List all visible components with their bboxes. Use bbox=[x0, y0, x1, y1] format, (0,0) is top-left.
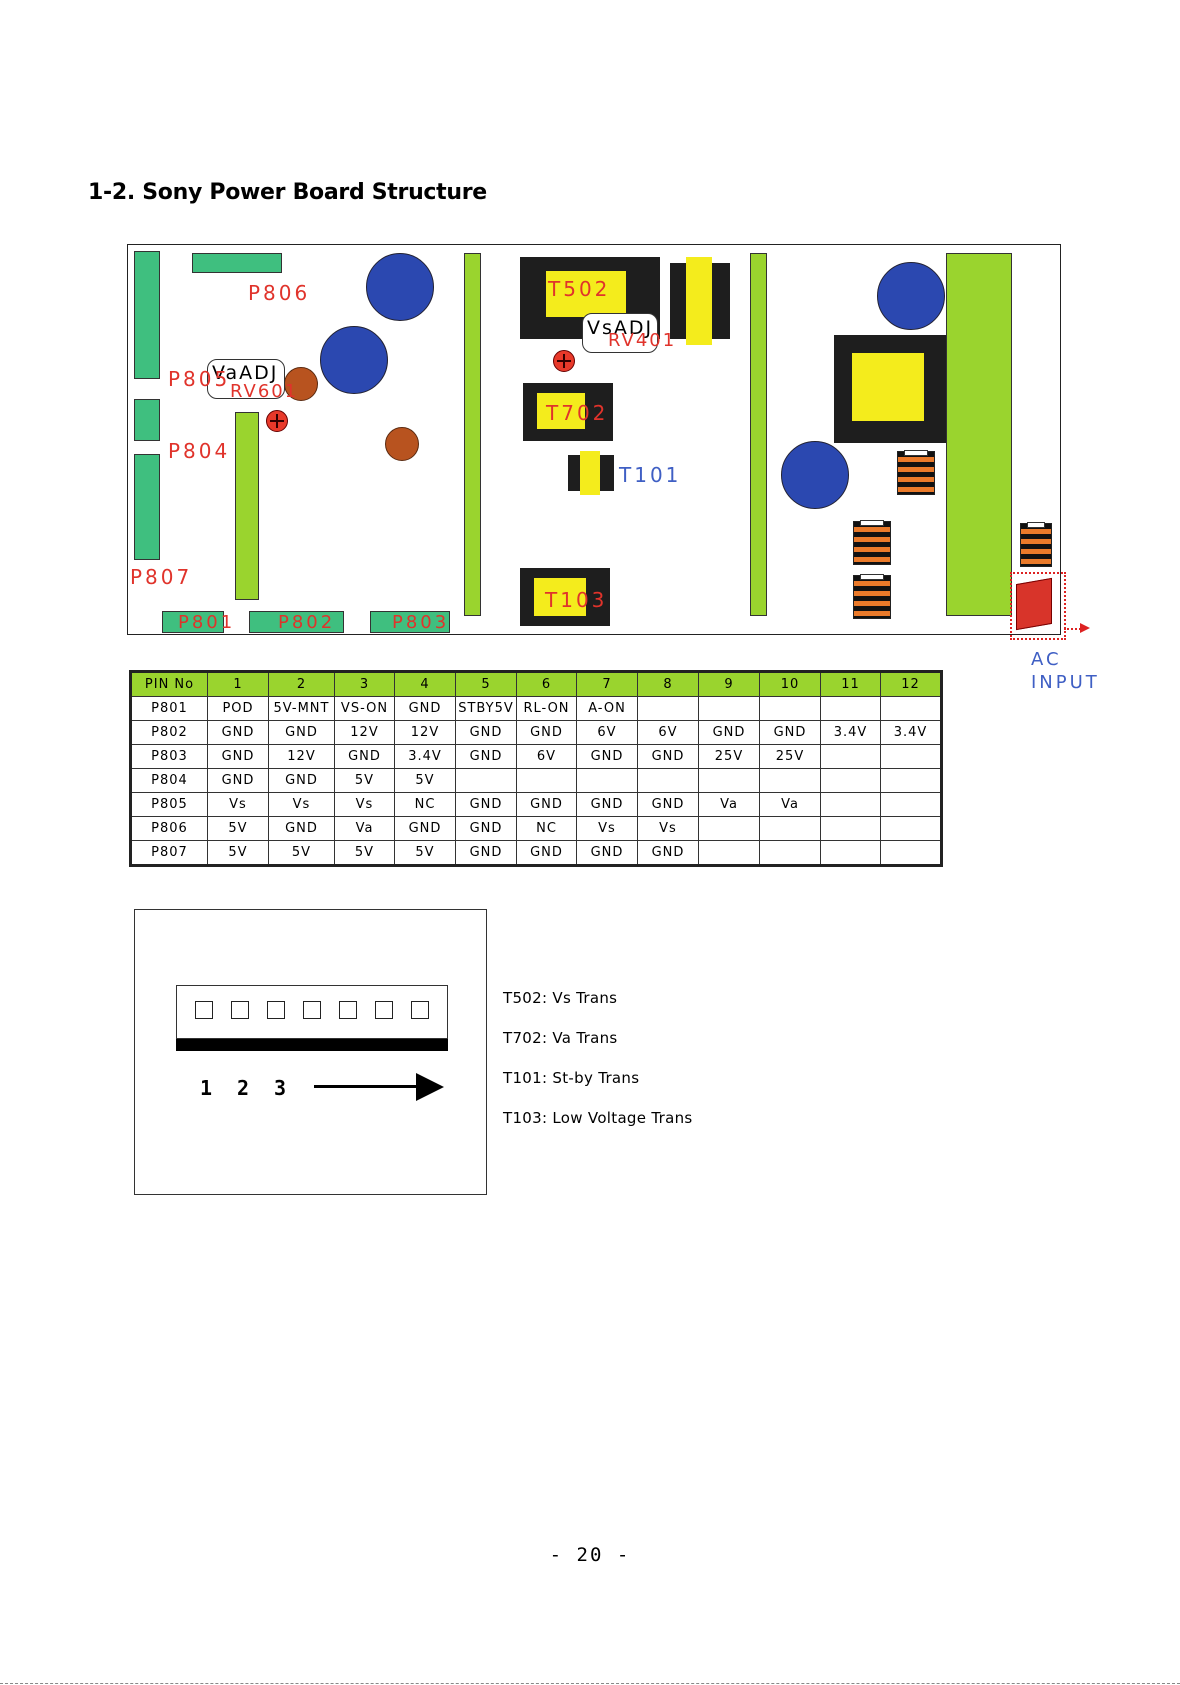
pin-cell bbox=[821, 793, 881, 817]
vs-adj-label: VsADJ bbox=[587, 317, 654, 339]
pin-cell: 25V bbox=[760, 745, 821, 769]
header-cell: 8 bbox=[638, 672, 699, 697]
pin-cell: GND bbox=[638, 745, 699, 769]
pin-cell: 5V bbox=[395, 769, 456, 793]
main-transformer bbox=[834, 335, 946, 443]
transformer bbox=[670, 263, 730, 339]
pin-cell bbox=[577, 769, 638, 793]
pin-cell: 12V bbox=[335, 721, 395, 745]
connector-p806-body bbox=[192, 253, 282, 273]
pin-cell: GND bbox=[456, 817, 517, 841]
page-title: 1-2. Sony Power Board Structure bbox=[88, 180, 487, 205]
capacitor bbox=[320, 326, 388, 394]
adjust-screw-rv601 bbox=[266, 410, 288, 432]
legend-t103: T103: Low Voltage Trans bbox=[503, 1109, 693, 1127]
heatsink-bar bbox=[464, 253, 481, 616]
pin-cell: GND bbox=[208, 769, 269, 793]
pin-cell: Vs bbox=[577, 817, 638, 841]
pin-cell: Va bbox=[699, 793, 760, 817]
pin-cell: 5V bbox=[395, 841, 456, 866]
pin-cell: GND bbox=[269, 721, 335, 745]
connector-pin bbox=[375, 1001, 393, 1019]
pin-cell: GND bbox=[456, 745, 517, 769]
pin-cell: Vs bbox=[208, 793, 269, 817]
pin-table-body bbox=[131, 697, 942, 866]
row-connector-cell: P802 bbox=[131, 721, 208, 745]
heatsink-bar bbox=[235, 412, 259, 600]
pin-cell: 5V bbox=[208, 841, 269, 866]
pin-cell: 6V bbox=[517, 745, 577, 769]
header-cell: 11 bbox=[821, 672, 881, 697]
potentiometer bbox=[385, 427, 419, 461]
label-t103: T103 bbox=[545, 588, 608, 612]
header-cell: 4 bbox=[395, 672, 456, 697]
pin-cell: A-ON bbox=[577, 697, 638, 721]
pin-cell: GND bbox=[395, 697, 456, 721]
label-t101: T101 bbox=[619, 463, 682, 487]
row-connector-cell: P804 bbox=[131, 769, 208, 793]
connector-pin bbox=[339, 1001, 357, 1019]
pin-cell: GND bbox=[577, 841, 638, 866]
pin-cell bbox=[638, 769, 699, 793]
connector-p804-body bbox=[134, 399, 160, 441]
pin-cell: POD bbox=[208, 697, 269, 721]
table-row bbox=[131, 697, 942, 721]
pin-cell: RL-ON bbox=[517, 697, 577, 721]
pin-cell: Vs bbox=[638, 817, 699, 841]
pin-cell: Vs bbox=[269, 793, 335, 817]
pin-cell: GND bbox=[638, 793, 699, 817]
pin-cell: 5V bbox=[208, 817, 269, 841]
pin-cell: 5V bbox=[335, 841, 395, 866]
direction-arrow-line bbox=[314, 1085, 416, 1088]
pin-cell: 3.4V bbox=[821, 721, 881, 745]
table-row bbox=[131, 721, 942, 745]
pin-cell: GND bbox=[577, 793, 638, 817]
pin-cell bbox=[881, 769, 942, 793]
pin-cell bbox=[699, 697, 760, 721]
label-p805: P805 bbox=[168, 367, 231, 391]
ac-input-label-line2: INPUT bbox=[1031, 672, 1100, 693]
pin-cell: 3.4V bbox=[881, 721, 942, 745]
pin-cell: STBY5V bbox=[456, 697, 517, 721]
pin-cell bbox=[760, 769, 821, 793]
header-cell: 5 bbox=[456, 672, 517, 697]
label-p803: P803 bbox=[392, 612, 450, 633]
pin-cell bbox=[760, 817, 821, 841]
header-cell: 10 bbox=[760, 672, 821, 697]
label-p802: P802 bbox=[278, 612, 336, 633]
header-cell: 1 bbox=[208, 672, 269, 697]
header-cell: 9 bbox=[699, 672, 760, 697]
pin-cell: GND bbox=[699, 721, 760, 745]
connector-pin bbox=[303, 1001, 321, 1019]
pin-cell: 5V bbox=[269, 841, 335, 866]
pin-cell: GND bbox=[269, 769, 335, 793]
connector-base bbox=[176, 1039, 448, 1051]
pin-cell: 12V bbox=[395, 721, 456, 745]
pin-cell bbox=[881, 697, 942, 721]
row-connector-cell: P805 bbox=[131, 793, 208, 817]
pin-cell bbox=[517, 769, 577, 793]
legend-t502: T502: Vs Trans bbox=[503, 989, 618, 1007]
pin-cell: GND bbox=[638, 841, 699, 866]
header-cell: PIN No bbox=[131, 672, 208, 697]
table-row bbox=[131, 841, 942, 866]
table-row bbox=[131, 817, 942, 841]
label-rv601: RV601 bbox=[230, 381, 299, 402]
ac-input-socket bbox=[1016, 578, 1052, 630]
page-number: - 20 - bbox=[549, 1544, 631, 1566]
pin-cell bbox=[699, 769, 760, 793]
coil bbox=[853, 575, 891, 619]
pin-cell: 6V bbox=[577, 721, 638, 745]
label-p804: P804 bbox=[168, 439, 231, 463]
pin-cell bbox=[821, 697, 881, 721]
pin-cell: VS-ON bbox=[335, 697, 395, 721]
table-row bbox=[131, 745, 942, 769]
pin-cell bbox=[760, 697, 821, 721]
row-connector-cell: P803 bbox=[131, 745, 208, 769]
label-p807: P807 bbox=[130, 565, 193, 589]
pin-cell bbox=[699, 817, 760, 841]
pin-cell: 5V-MNT bbox=[269, 697, 335, 721]
row-connector-cell: P801 bbox=[131, 697, 208, 721]
connector-pin bbox=[411, 1001, 429, 1019]
row-connector-cell: P806 bbox=[131, 817, 208, 841]
header-cell: 3 bbox=[335, 672, 395, 697]
pin-cell bbox=[881, 817, 942, 841]
pin-cell: GND bbox=[517, 721, 577, 745]
coil bbox=[853, 521, 891, 565]
capacitor bbox=[366, 253, 434, 321]
connector-pin bbox=[231, 1001, 249, 1019]
pin-cell bbox=[821, 817, 881, 841]
pin-cell bbox=[456, 769, 517, 793]
pin-cell: NC bbox=[517, 817, 577, 841]
pin-cell: 12V bbox=[269, 745, 335, 769]
pin-table-header bbox=[131, 672, 942, 697]
coil bbox=[1020, 523, 1052, 567]
heatsink-bar bbox=[946, 253, 1012, 616]
pin-cell: GND bbox=[395, 817, 456, 841]
pin-cell bbox=[821, 841, 881, 866]
label-t702: T702 bbox=[546, 401, 609, 425]
connector-pin bbox=[195, 1001, 213, 1019]
pin-cell: 5V bbox=[335, 769, 395, 793]
pin-cell: Va bbox=[760, 793, 821, 817]
arrow-right-icon bbox=[416, 1073, 444, 1101]
pin-cell bbox=[638, 697, 699, 721]
pin-cell: Va bbox=[335, 817, 395, 841]
header-cell: 6 bbox=[517, 672, 577, 697]
ac-input-label bbox=[1031, 648, 1100, 694]
pin-cell bbox=[881, 841, 942, 866]
transformer-t101 bbox=[568, 455, 614, 491]
pin-cell: GND bbox=[208, 721, 269, 745]
pin-cell: 25V bbox=[699, 745, 760, 769]
legend-t702: T702: Va Trans bbox=[503, 1029, 618, 1047]
legend-t101: T101: St-by Trans bbox=[503, 1069, 640, 1087]
connector-diagram-frame bbox=[134, 909, 487, 1195]
pin-table bbox=[129, 670, 943, 867]
pin-cell: GND bbox=[335, 745, 395, 769]
pin-cell: GND bbox=[456, 793, 517, 817]
coil bbox=[897, 451, 935, 495]
row-connector-cell: P807 bbox=[131, 841, 208, 866]
pin-cell: NC bbox=[395, 793, 456, 817]
pin-number: 1 bbox=[200, 1076, 213, 1100]
pin-cell: Vs bbox=[335, 793, 395, 817]
connector-p807-body bbox=[134, 454, 160, 560]
ac-input-label-line1: AC bbox=[1031, 649, 1062, 670]
ac-input-arrow-icon bbox=[1080, 623, 1090, 633]
pin-cell: GND bbox=[456, 721, 517, 745]
label-rv401: RV401 bbox=[608, 330, 677, 351]
connector-p805-body bbox=[134, 251, 160, 379]
pin-cell: GND bbox=[517, 841, 577, 866]
header-cell: 2 bbox=[269, 672, 335, 697]
heatsink-bar bbox=[750, 253, 767, 616]
connector-pin bbox=[267, 1001, 285, 1019]
pin-cell bbox=[881, 793, 942, 817]
capacitor bbox=[781, 441, 849, 509]
pin-cell: GND bbox=[577, 745, 638, 769]
pin-cell bbox=[760, 841, 821, 866]
label-t502: T502 bbox=[548, 277, 611, 301]
pin-cell: GND bbox=[760, 721, 821, 745]
va-adj-label: VaADJ bbox=[212, 362, 279, 384]
table-row bbox=[131, 793, 942, 817]
pin-number: 2 bbox=[237, 1076, 250, 1100]
capacitor bbox=[877, 262, 945, 330]
pin-cell: GND bbox=[208, 745, 269, 769]
label-p806: P806 bbox=[248, 281, 311, 305]
pin-cell: GND bbox=[456, 841, 517, 866]
pin-cell: 6V bbox=[638, 721, 699, 745]
pin-cell bbox=[821, 745, 881, 769]
pin-cell bbox=[881, 745, 942, 769]
pin-number: 3 bbox=[274, 1076, 287, 1100]
pin-cell: GND bbox=[269, 817, 335, 841]
pin-cell bbox=[699, 841, 760, 866]
page-bottom-rule bbox=[0, 1683, 1180, 1684]
label-p801: P801 bbox=[178, 612, 236, 633]
power-board-diagram bbox=[127, 244, 1061, 635]
pin-cell: GND bbox=[517, 793, 577, 817]
pin-cell: 3.4V bbox=[395, 745, 456, 769]
header-cell: 12 bbox=[881, 672, 942, 697]
table-row bbox=[131, 769, 942, 793]
pin-cell bbox=[821, 769, 881, 793]
adjust-screw-rv401 bbox=[553, 350, 575, 372]
header-cell: 7 bbox=[577, 672, 638, 697]
